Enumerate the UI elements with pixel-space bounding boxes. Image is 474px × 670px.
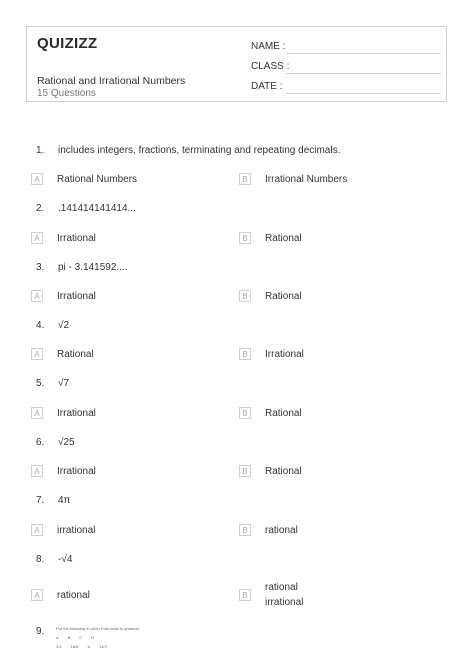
q9-value-row bbox=[56, 644, 156, 649]
class-field[interactable] bbox=[251, 61, 441, 72]
option-letter-box: B bbox=[239, 465, 251, 477]
q9-value: π bbox=[87, 644, 91, 649]
option-letter-box: B bbox=[239, 589, 251, 601]
option-text: Rational bbox=[57, 349, 94, 360]
question-number: 7. bbox=[36, 495, 45, 506]
option-text: Rational bbox=[265, 408, 302, 419]
quizizz-logo: QUIZIZZ bbox=[37, 35, 98, 52]
option-letter-box: A bbox=[31, 589, 43, 601]
question-number: 4. bbox=[36, 320, 45, 331]
q9-letter-row bbox=[56, 635, 156, 640]
q9-value: 11/3 bbox=[99, 644, 107, 649]
q9-letter: C bbox=[79, 635, 83, 640]
option-letter-box: A bbox=[31, 290, 43, 302]
option-text: rational bbox=[57, 590, 90, 601]
option-letter-box: B bbox=[239, 290, 251, 302]
name-field[interactable] bbox=[251, 41, 441, 52]
question-text: .141414141414... bbox=[58, 203, 136, 214]
option-text-line-2: irrational bbox=[265, 597, 304, 608]
option-text: Irrational bbox=[57, 466, 96, 477]
date-line bbox=[286, 93, 441, 94]
question-number: 5. bbox=[36, 378, 45, 389]
question-9 bbox=[36, 626, 58, 637]
question-7 bbox=[36, 495, 70, 506]
option-letter-box: A bbox=[31, 348, 43, 360]
question-4 bbox=[36, 320, 69, 331]
option-letter-box: B bbox=[239, 348, 251, 360]
option-text: Irrational bbox=[57, 408, 96, 419]
option-letter-box: B bbox=[239, 173, 251, 185]
option-text: Rational bbox=[265, 233, 302, 244]
question-number: 9. bbox=[36, 626, 45, 637]
option-text: Irrational bbox=[265, 349, 304, 360]
option-text: irrational bbox=[57, 525, 96, 536]
class-line bbox=[286, 73, 441, 74]
question-number: 6. bbox=[36, 437, 45, 448]
question-2 bbox=[36, 203, 136, 214]
option-letter-box: A bbox=[31, 465, 43, 477]
q9-value: 18/5 bbox=[70, 644, 79, 649]
option-letter-box: B bbox=[239, 407, 251, 419]
option-letter-box: B bbox=[239, 232, 251, 244]
option-text: Rational bbox=[265, 466, 302, 477]
question-number: 3. bbox=[36, 262, 45, 273]
question-text: √25 bbox=[58, 437, 75, 448]
worksheet-header bbox=[26, 26, 447, 102]
option-letter-box: A bbox=[31, 232, 43, 244]
q9-caption: Put the following in order from least to greatest. bbox=[56, 626, 140, 631]
option-letter-box: A bbox=[31, 407, 43, 419]
q9-value: 3.5 bbox=[56, 644, 62, 649]
q9-letter: A bbox=[56, 635, 59, 640]
question-text: 4π bbox=[58, 495, 71, 506]
question-9-image bbox=[56, 626, 156, 666]
worksheet-title: Rational and Irrational Numbers bbox=[37, 75, 186, 87]
option-text: Rational Numbers bbox=[57, 174, 138, 185]
question-3 bbox=[36, 262, 128, 273]
class-label: CLASS : bbox=[251, 61, 290, 72]
date-label: DATE : bbox=[251, 81, 283, 92]
option-letter-box: A bbox=[31, 173, 43, 185]
option-letter-box: B bbox=[239, 524, 251, 536]
question-5 bbox=[36, 378, 69, 389]
name-line bbox=[286, 53, 441, 54]
option-text: Irrational Numbers bbox=[265, 174, 348, 185]
option-text: Rational bbox=[265, 291, 302, 302]
question-1 bbox=[36, 145, 340, 156]
name-label: NAME : bbox=[251, 41, 286, 52]
question-count: 15 Questions bbox=[37, 88, 96, 99]
option-letter-box: A bbox=[31, 524, 43, 536]
question-number: 1. bbox=[36, 145, 45, 156]
option-text: Irrational bbox=[57, 291, 96, 302]
question-number: 2. bbox=[36, 203, 45, 214]
question-text: √2 bbox=[58, 320, 70, 331]
option-text: Irrational bbox=[57, 233, 96, 244]
question-6 bbox=[36, 437, 75, 448]
date-field[interactable] bbox=[251, 81, 441, 92]
question-text: -√4 bbox=[58, 554, 73, 565]
q9-letter: D bbox=[91, 635, 95, 640]
question-8 bbox=[36, 554, 72, 565]
question-text: includes integers, fractions, terminating and repeating decimals. bbox=[58, 145, 341, 156]
option-text: rational bbox=[265, 525, 298, 536]
question-number: 8. bbox=[36, 554, 45, 565]
option-text: rational bbox=[265, 582, 298, 593]
question-text: √7 bbox=[58, 378, 70, 389]
q9-letter: B bbox=[67, 635, 71, 640]
question-text: pi - 3.141592.... bbox=[58, 262, 128, 273]
